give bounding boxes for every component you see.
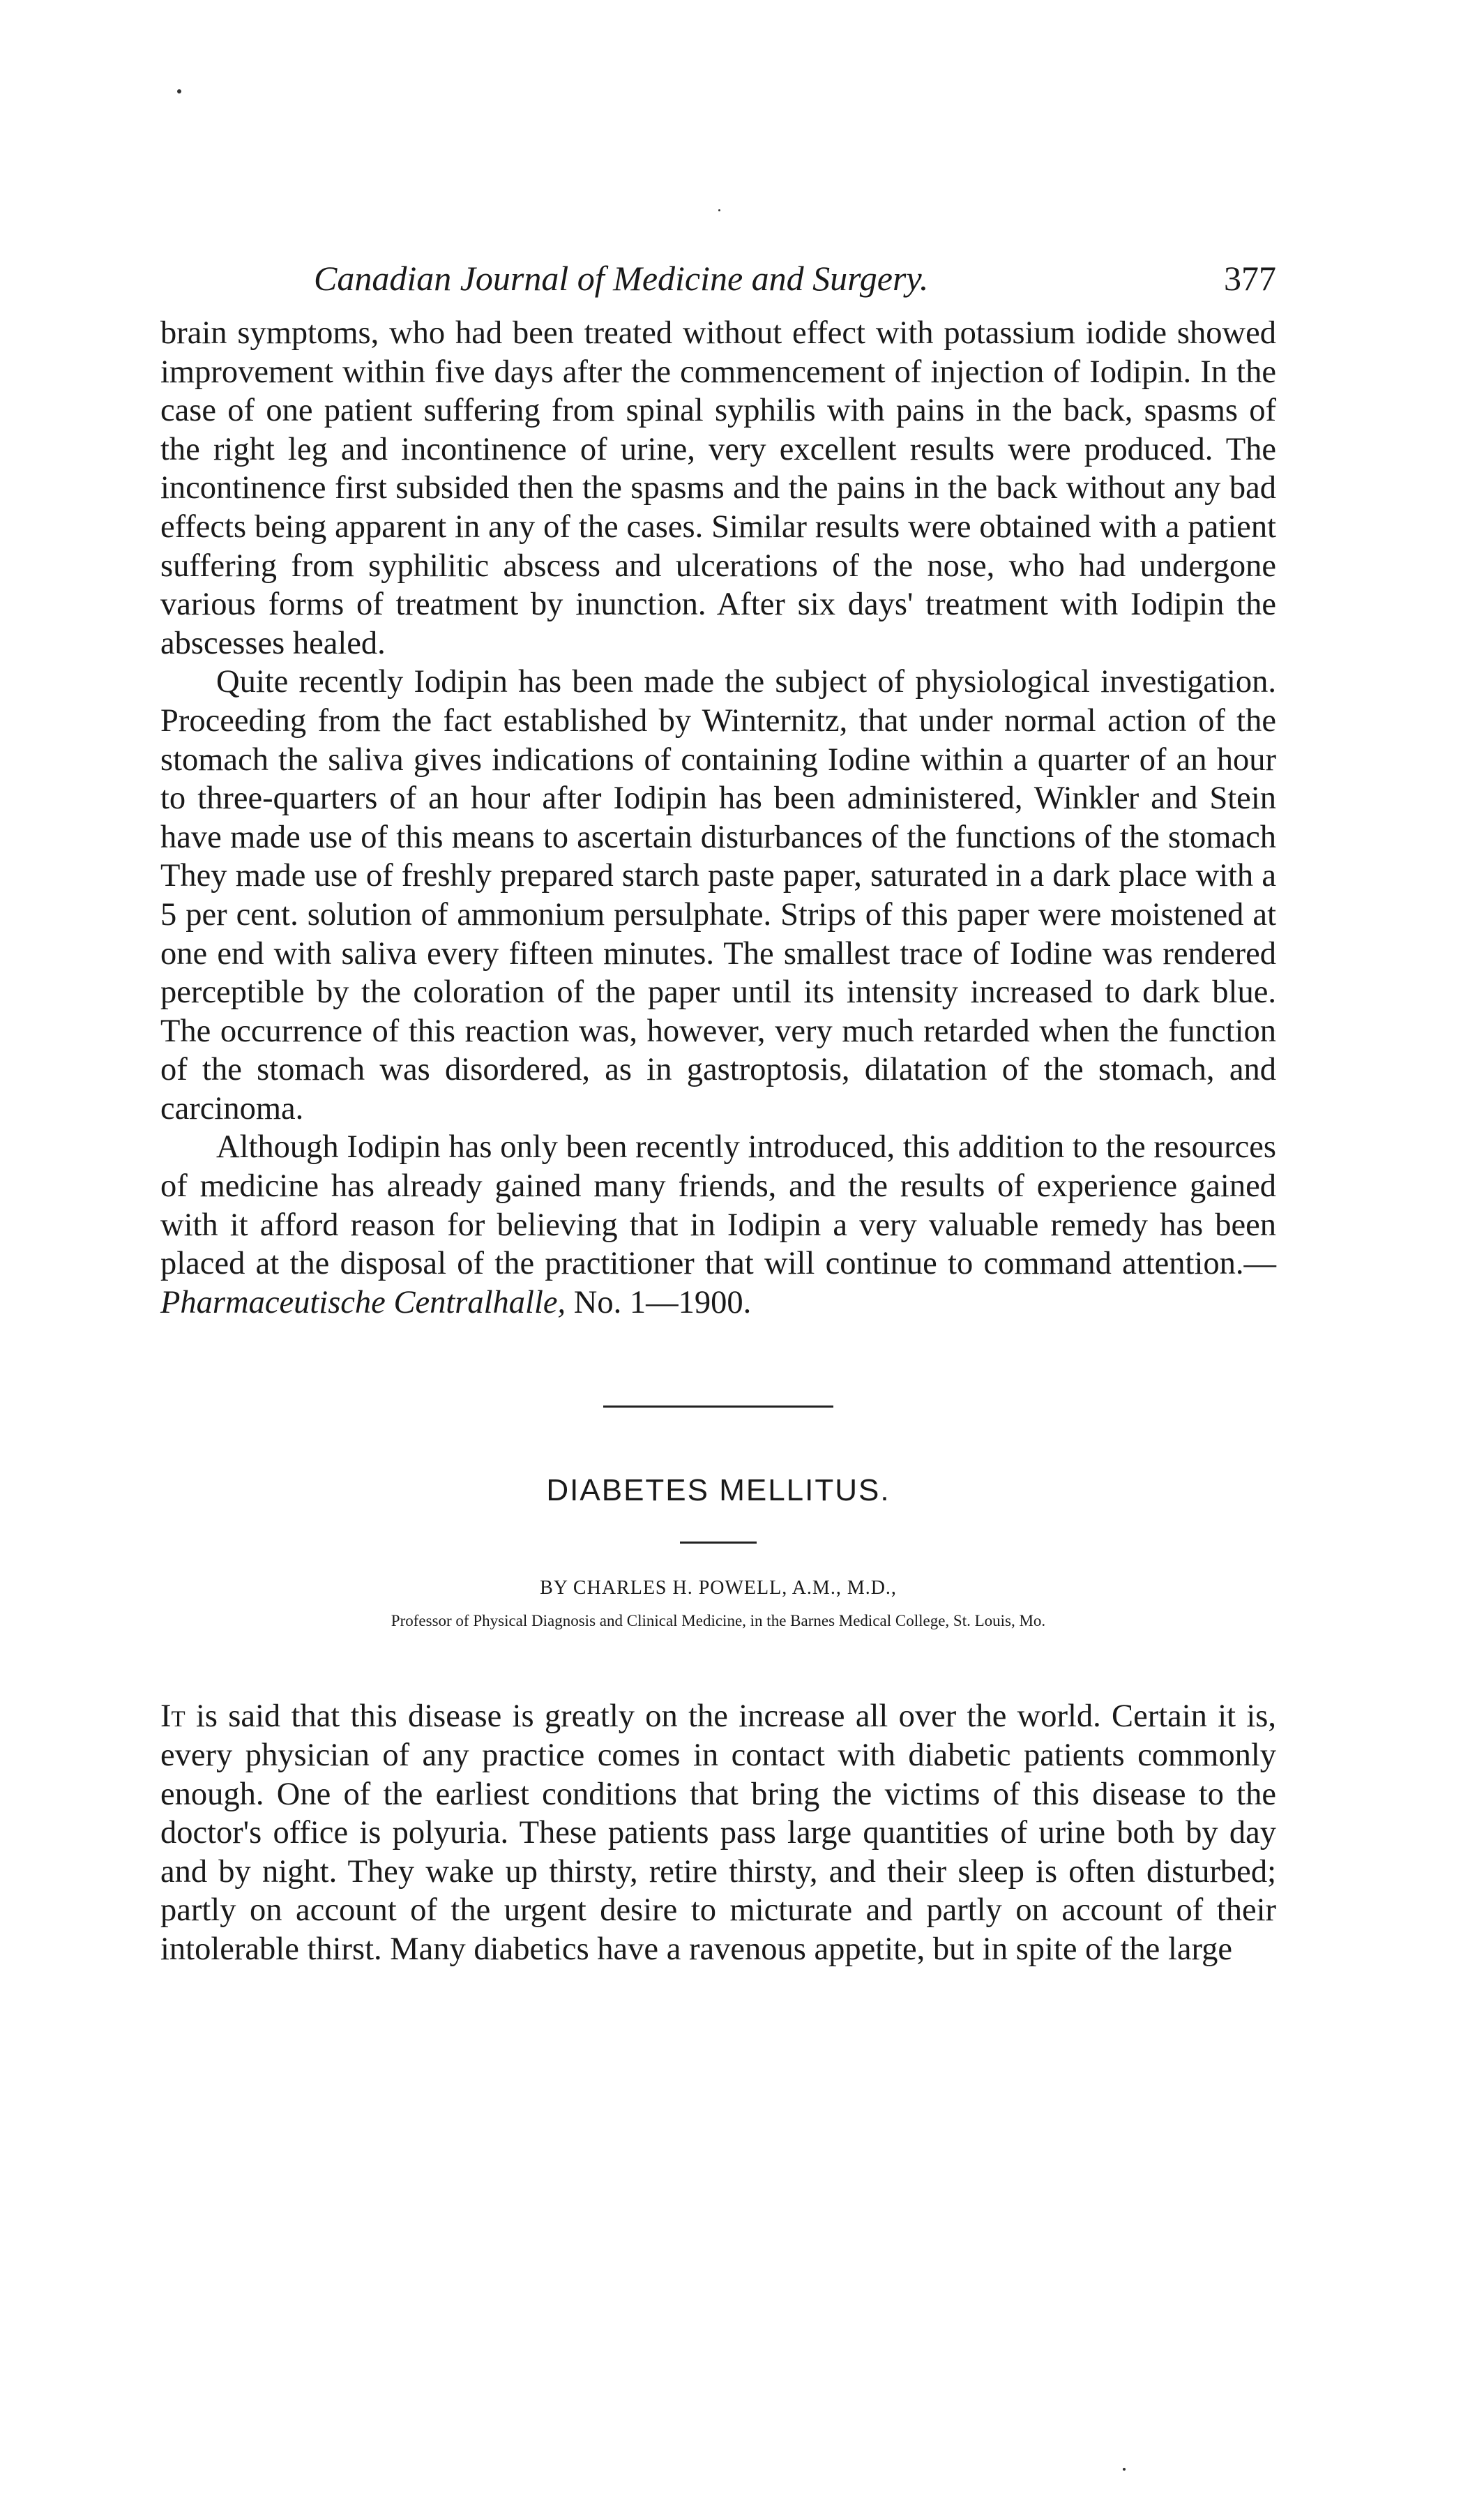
citation-source: Pharmaceutische Centralhalle, xyxy=(160,1284,566,1320)
journal-title: Canadian Journal of Medicine and Surgery. xyxy=(314,259,929,298)
article-body-text: is said that this disease is greatly on the increase all over the world. Certain it is, every physician of any practice comes in contact with diabetic patients commonly enough. One of the earliest conditions that bring the victims of this disease to the doctor's office is polyuria. These patients pass large quantities of urine both by day and by night. They wake up thirsty, retire thirsty, and their sleep is often disturbed; partly on account of the urgent desire to micturate and partly on account of their intolerable thirst. Many diabetics have a ravenous appetite, but in spite of the large xyxy=(160,1698,1276,1967)
author-affiliation: Professor of Physical Diagnosis and Clinical Medicine, in the Barnes Medical College, St. Louis, Mo. xyxy=(391,1612,1046,1630)
print-speck xyxy=(177,89,181,93)
page-number: 377 xyxy=(1224,259,1276,298)
running-header xyxy=(160,258,1276,314)
section-divider xyxy=(603,1406,833,1408)
title-rule xyxy=(680,1542,757,1544)
paragraph-continued: brain symptoms, who had been treated without effect with potassium iodide showed improvement within five days after the commencement of injection of Iodipin. In the case of one patient suffering from spinal syphilis with pains in the back, spasms of the right leg and incontinence of urine, very excellent results were produced. The incontinence first subsided then the spasms and the pains in the back without any bad effects being apparent in any of the cases. Similar results were obtained with a patient suffering from syphilitic abscess and ulcerations of the nose, who had undergone various forms of treatment by inunction. After six days' treatment with Iodipin the abscesses healed. xyxy=(160,315,1276,661)
paragraph-physiological-investigation: Quite recently Iodipin has been made the subject of physiological investigation. Proceeding from the fact established by Winternitz, that under normal action of the stomach the saliva gives indications of containing Iodine within a quarter of an hour to three-quarters of an hour after Iodipin has been administered, Winkler and Stein have made use of this means to ascertain disturbances of the functions of the stomach They made use of freshly prepared starch paste paper, saturated in a dark place with a 5 per cent. solution of ammonium persulphate. Strips of this paper were moistened at one end with saliva every fifteen minutes. The smallest trace of Iodine was rendered perceptible by the coloration of the paper until its intensity increased to dark blue. The occurrence of this reaction was, however, very much retarded when the function of the stomach was disordered, as in gastroptosis, dilatation of the stomach, and carcinoma. xyxy=(160,664,1276,1126)
opening-word: It xyxy=(160,1698,186,1735)
print-speck xyxy=(1123,2468,1126,2471)
citation-lead: attention.— xyxy=(1122,1246,1277,1282)
page-content xyxy=(160,258,1276,1969)
article-body xyxy=(160,1697,1276,1968)
paragraph-conclusion xyxy=(160,1128,1276,1322)
print-speck xyxy=(718,209,720,211)
author-byline: BY CHARLES H. POWELL, A.M., M.D., xyxy=(540,1577,897,1599)
citation-issue: No. 1—1900. xyxy=(566,1284,752,1320)
article-title: DIABETES MELLITUS. xyxy=(546,1473,891,1508)
conclusion-text: Although Iodipin has only been recently introduced, this addition to the resources of medicine has already gained many friends, and the results of experience gained with it afford reason for believing that in Iodipin a very valuable remedy has been placed at the disposal of the practitioner that will continue to command xyxy=(160,1129,1276,1282)
